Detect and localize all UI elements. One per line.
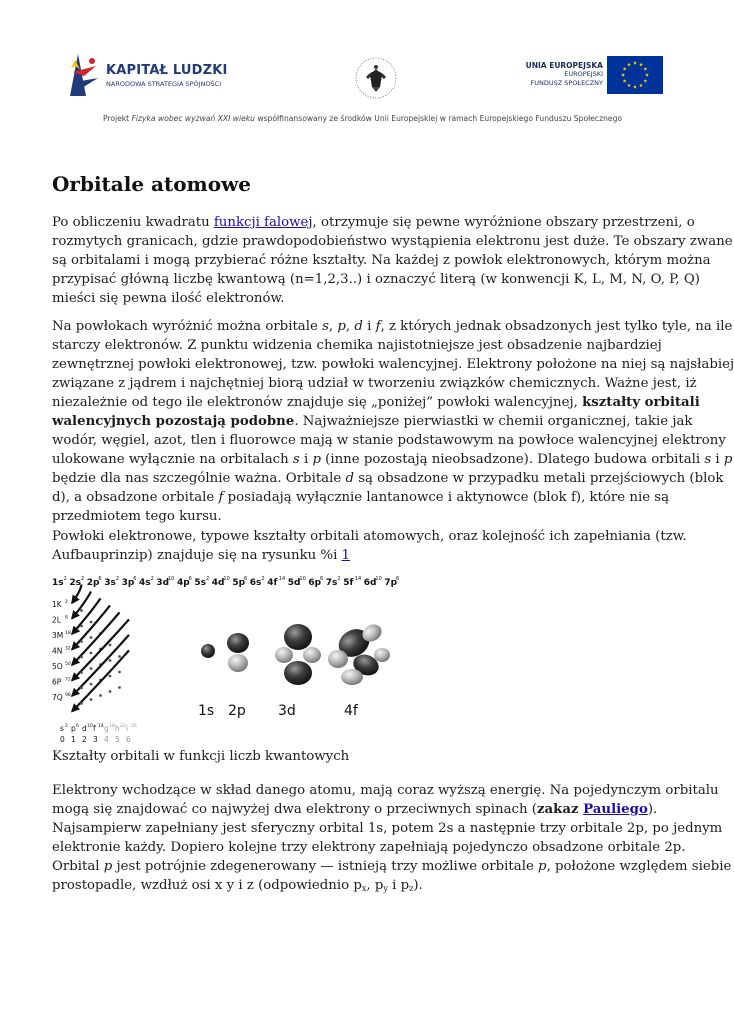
text-line (52, 469, 724, 488)
sequence-orbital: 7s (325, 578, 338, 588)
sequence-superscript: 10 (299, 576, 306, 582)
text-span: (inne pozostają nieobsadzone). Dlatego budowa orbitali (320, 452, 705, 467)
orbital-label-1s: 1s (198, 703, 215, 719)
kapital-ludzki-logo (66, 52, 246, 98)
sequence-orbital: 4p (177, 578, 190, 588)
subshell-letter: h (115, 724, 120, 733)
shell-label: 7Q (52, 693, 63, 702)
sequence-superscript: 6 (396, 576, 400, 582)
sequence-orbital: 6d (363, 578, 377, 588)
eu-line-3: FUNDUSZ SPOŁECZNY (530, 79, 603, 87)
text-line (52, 412, 693, 431)
subshell-dot (109, 675, 112, 678)
text-line (52, 317, 733, 336)
italic-term: f (375, 319, 381, 334)
sequence-superscript: 6 (98, 576, 102, 582)
italic-term: s (292, 452, 300, 467)
italic-term: s (704, 452, 712, 467)
orbital-4f-shape (328, 621, 390, 685)
shell-capacity: 98 (65, 693, 71, 698)
text-span: ulokowane wyłącznie na orbitalach (52, 452, 293, 467)
sequence-orbital: 3s (104, 578, 116, 588)
subshell-size: 14 (98, 724, 104, 729)
paragraph-2 (52, 317, 734, 526)
italic-term: p (723, 452, 733, 467)
text-line: przypisać główną liczbę kwantową (n=1,2,3..) i oznaczyć literą (w konwencji K, L, M, N, O, P, Q) (52, 272, 700, 287)
text-span: będzie dla nas szczególnie ważna. Orbitale (52, 471, 346, 486)
shell-capacity: 2 (65, 600, 68, 605)
eu-text (526, 61, 603, 88)
text-span: i (711, 452, 724, 467)
italic-term: d (354, 319, 363, 334)
l-value: 0 (60, 735, 65, 744)
subshell-dot (90, 667, 93, 670)
text-line: Najsampierw zapełniany jest sferyczny orbital 1s, potem 2s a następnie trzy orbitale 2p, po jednym (52, 821, 723, 836)
subshell-dot (90, 636, 93, 639)
text-span: jest potrójnie zdegenerowany — istnieją trzy możliwe orbitale (112, 859, 539, 874)
eu-logo (505, 56, 665, 98)
kapital-ludzki-emblem-icon (66, 52, 102, 98)
subshell-letter: g (104, 724, 109, 733)
sequence-superscript: 2 (63, 576, 67, 582)
text-span: Po obliczeniu kwadratu (52, 215, 214, 230)
subshell-dot (80, 671, 83, 674)
text-span: i p (387, 878, 410, 893)
text-span: i (299, 452, 313, 467)
l-value: 4 (104, 735, 109, 744)
text-span: d), a obsadzone orbitale (52, 490, 219, 505)
italic-term: p (337, 319, 346, 334)
paragraph-1 (52, 213, 733, 308)
text-line: są orbitalami i mogą przybierać różne kształty. Na każdej z powłok elektronowych, którym można (52, 253, 711, 268)
sequence-orbital: 5f (343, 578, 354, 588)
text-line (52, 393, 700, 412)
subshell-size: 10 (87, 724, 93, 729)
text-line: związane z jądrem i najchętniej biorą udział w tworzeniu związków chemicznych. Ważne jest, iż (52, 376, 697, 391)
subshell-dot (109, 690, 112, 693)
shell-capacity: 18 (65, 631, 71, 636)
subshell-dot (80, 702, 83, 705)
text-span: posiadają wyłącznie lantanowce i aktynowce (blok f), które nie są (223, 490, 670, 505)
subshell-size: 2 (65, 724, 68, 729)
text-span: ). (647, 802, 658, 817)
subshell-size: 26 (131, 724, 137, 729)
text-line (52, 488, 674, 507)
sequence-superscript: 6 (244, 576, 248, 582)
text-span: niezależnie od tego ile elektronów znajduje się „poniżej” powłoki walencyjnej, (52, 395, 583, 410)
subshell-dot (80, 640, 83, 643)
text-line: elektronie każdy. Dopiero kolejne trzy elektrony zapełniają pojedynczo obsadzone orbitale 2p. (52, 840, 686, 855)
text-span: , z których jednak obsadzonych jest tylko tyle, na ile (380, 319, 733, 334)
text-span: , położone względem siebie (546, 859, 732, 874)
sequence-orbital: 4f (267, 578, 278, 588)
subshell-dot (90, 621, 93, 624)
italic-term: p (312, 452, 321, 467)
project-prefix: Projekt (102, 114, 132, 123)
subshell-dot (90, 698, 93, 701)
university-seal-icon (353, 55, 399, 101)
l-value: 6 (126, 735, 131, 744)
sequence-superscript: 2 (81, 576, 85, 582)
shell-label: 4N (52, 646, 63, 656)
sequence-superscript: 2 (206, 576, 210, 582)
project-name: Fizyka wobec wyzwań XXI wieku (131, 114, 255, 123)
subshell-dot (109, 644, 112, 647)
sequence-orbital: 5s (194, 578, 207, 588)
subscript: y (383, 884, 388, 893)
subshell-axis (60, 723, 137, 744)
l-value: 1 (71, 735, 76, 744)
shell-label: 1K (52, 600, 62, 609)
subshell-dot (80, 625, 83, 628)
bold-phrase: zakaz (536, 802, 584, 817)
sequence-orbital: 5p (232, 578, 246, 588)
italic-term: f (218, 490, 224, 505)
sequence-orbital: 6s (249, 578, 262, 588)
eu-line-1: UNIA EUROPEJSKA (525, 61, 603, 70)
text-span: prostopadle, wzdłuż osi x y i z (odpowiednio p (52, 878, 362, 893)
link-wave-function[interactable]: funkcji falowej (213, 215, 313, 230)
l-value: 2 (82, 735, 87, 744)
shell-capacity: 8 (65, 615, 68, 621)
shell-label: 3M (52, 631, 64, 640)
subshell-letter: d (82, 724, 87, 733)
sequence-orbital: 3d (156, 578, 170, 588)
sequence-orbital: 6p (308, 578, 322, 588)
sequence-superscript: 14 (354, 576, 362, 582)
subshell-letter: f (93, 724, 96, 733)
text-line (52, 546, 674, 565)
subshell-dot (118, 686, 121, 689)
italic-term: d (345, 471, 354, 486)
text-span: . Najważniejsze pierwiastki w chemii organicznej, takie jak (294, 414, 693, 429)
filling-arrow (72, 650, 129, 711)
subshell-dot (80, 656, 83, 659)
text-line (52, 876, 674, 898)
sequence-superscript: 2 (261, 576, 265, 582)
text-line (52, 800, 674, 819)
sequence-orbital: 7p (384, 578, 398, 588)
bold-phrase: walencyjnych pozostają podobne (52, 414, 295, 429)
text-line: mieści się pewna ilość elektronów. (52, 291, 285, 306)
text-span: , (345, 319, 355, 334)
link-figure-1[interactable]: 1 (341, 548, 351, 563)
orbital-label-4f: 4f (344, 703, 358, 719)
shell-capacity: 72 (65, 677, 71, 683)
orbital-figure (52, 573, 422, 748)
sequence-superscript: 10 (223, 576, 230, 582)
subshell-dot (80, 609, 83, 612)
shell-labels (52, 599, 71, 702)
text-span: Orbital (52, 859, 104, 874)
kapital-title: KAPITAŁ LUDZKI (106, 63, 228, 78)
text-span: , p (366, 878, 384, 893)
orbital-label-3d: 3d (278, 703, 296, 719)
sequence-orbital: 1s (52, 578, 64, 588)
text-span: Na powłokach wyróżnić można orbitale (52, 319, 323, 334)
orbital-shape-labels (198, 703, 359, 719)
sequence-orbital: 2p (86, 578, 100, 588)
subshell-dot (90, 652, 93, 655)
sequence-superscript: 6 (188, 576, 192, 582)
text-line (52, 213, 695, 232)
subshell-size: 22 (120, 724, 126, 729)
sequence-orbital: 2s (69, 578, 82, 588)
text-line: wodór, węgiel, azot, tlen i fluorowce mają w stanie podstawowym na powłoce walencyjnej elektrony (52, 433, 726, 448)
sequence-orbital: 5d (287, 578, 301, 588)
kapital-subtitle: NARODOWA STRATEGIA SPÓJNOŚCI (106, 80, 222, 88)
orbital-2p-shape (227, 633, 249, 672)
text-line (52, 450, 733, 469)
sequence-orbital: 3p (121, 578, 135, 588)
subshell-letter: i (126, 724, 129, 733)
orbital-label-2p: 2p (228, 703, 246, 719)
project-statement (0, 114, 725, 123)
sequence-superscript: 2 (115, 576, 119, 582)
sequence-orbital: 4d (211, 578, 225, 588)
paragraph-3 (52, 527, 687, 565)
orbital-3d-shape (275, 624, 321, 685)
sequence-superscript: 10 (375, 576, 382, 582)
text-span: Aufbauprinzip) znajduje się na rysunku %i (52, 548, 342, 563)
shell-capacity: 32 (65, 646, 71, 652)
aufbau-sequence (52, 576, 399, 588)
text-line (52, 857, 732, 876)
shell-label: 6P (52, 677, 62, 687)
subshell-dot (109, 659, 112, 662)
sequence-superscript: 2 (150, 576, 154, 582)
subshell-letter: p (71, 724, 76, 733)
text-line: starczy elektronów. Z punktu widzenia chemika najistotniejsze jest obsadzenie najbardziej (52, 338, 662, 353)
eu-flag-icon (607, 56, 663, 94)
filling-arrow (72, 598, 101, 634)
sequence-superscript: 6 (133, 576, 137, 582)
italic-term: p (538, 859, 547, 874)
text-line: Elektrony wchodzące w skład danego atomu, mają coraz wyższą energię. Na pojedynczym orbitalu (52, 783, 719, 798)
sequence-superscript: 14 (278, 576, 286, 582)
filling-arrows (72, 584, 129, 711)
project-suffix: współfinansowany ze środków Unii Europejskiej w ramach Europejskiego Funduszu Społecznego (254, 114, 623, 123)
sequence-superscript: 2 (337, 576, 341, 582)
subshell-dot (80, 687, 83, 690)
text-span: są obsadzone w przypadku metali przejściowych (blok (353, 471, 724, 486)
text-line: Powłoki elektronowe, typowe kształty orbitali atomowych, oraz kolejność ich zapełniania (tzw. (52, 529, 687, 544)
text-span: , (328, 319, 338, 334)
subshell-size: 6 (76, 724, 79, 729)
text-line: zewnętrznej powłoki elektronowej, tzw. powłoki walencyjnej. Elektrony położone na niej są najsłabiej (52, 357, 734, 372)
figure-caption: Kształty orbitali w funkcji liczb kwantowych (52, 749, 350, 764)
subshell-dot (90, 683, 93, 686)
shell-label: 2L (52, 615, 61, 625)
italic-term: s (322, 319, 329, 334)
text-span: , otrzymuje się pewne wyróżnione obszary przestrzeni, o (312, 215, 695, 230)
sequence-orbital: 4s (139, 578, 151, 588)
subshell-dot (118, 655, 121, 658)
text-span: i (362, 319, 376, 334)
subshell-size: 18 (109, 724, 115, 729)
text-line: przedmiotem tego kursu. (52, 509, 222, 524)
l-value: 5 (115, 735, 120, 744)
subscript: z (409, 884, 414, 893)
sequence-superscript: 6 (320, 576, 324, 582)
page-header (0, 0, 725, 140)
text-span: mogą się znajdować co najwyżej dwa elektrony o przeciwnych spinach ( (52, 802, 537, 817)
shell-capacity: 50 (65, 662, 71, 667)
text-span: ). (413, 878, 423, 893)
subscript: x (361, 884, 367, 893)
bold-phrase: kształty orbitali (582, 395, 700, 410)
sequence-superscript: 10 (168, 576, 175, 582)
shell-label: 5O (52, 662, 63, 671)
eu-line-2: EUROPEJSKI (564, 70, 603, 78)
subshell-dot (118, 671, 121, 674)
paragraph-4 (52, 781, 732, 898)
text-line: rozmytych granicach, gdzie prawdopodobieństwo wystąpienia elektronu jest duże. Te obszary zwane (52, 234, 733, 249)
link-pauli[interactable]: Pauliego (583, 802, 648, 817)
subshell-dot (99, 694, 102, 697)
orbital-1s-shape (201, 644, 215, 658)
italic-term: p (103, 859, 113, 874)
l-value: 3 (93, 735, 98, 744)
subshell-letter: s (60, 724, 64, 733)
page-title: Orbitale atomowe (52, 172, 252, 196)
